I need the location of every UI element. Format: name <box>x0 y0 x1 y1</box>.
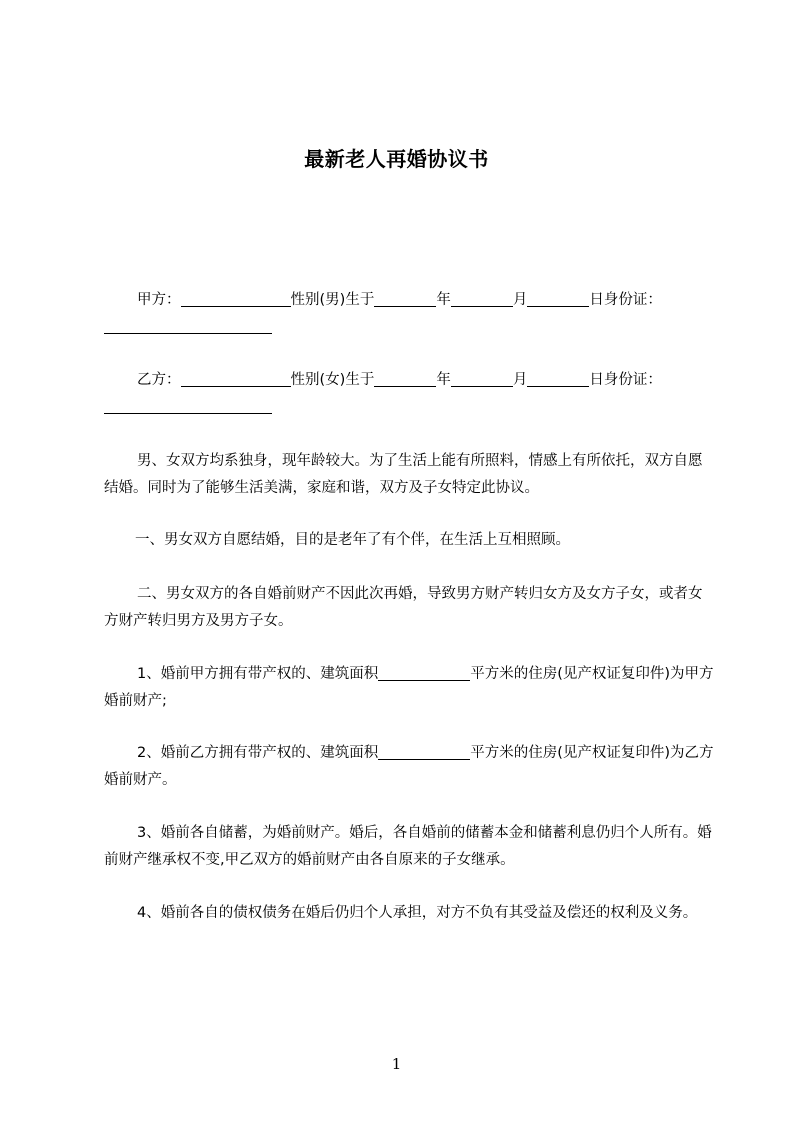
item-3: 3、婚前各自储蓄，为婚前财产。婚后，各自婚前的储蓄本金和储蓄利息仍归个人所有。婚前财产继承权不变,甲乙双方的婚前财产由各自原来的子女继承。 <box>104 825 712 868</box>
item-2 <box>104 740 714 794</box>
party-b-id-blank <box>104 413 272 414</box>
party-a-id-label: 日身份证： <box>589 292 662 308</box>
item-1-after: 平方米的住房(见产权证复印件)为甲方婚前财产; <box>104 666 714 709</box>
party-a-gender: 性别(男)生于 <box>290 292 375 308</box>
party-b-line <box>104 367 714 394</box>
party-b-month-blank <box>451 371 513 387</box>
party-a-name-blank <box>181 291 291 307</box>
item-4: 4、婚前各自的债权债务在婚后仍归个人承担，对方不负有其受益及偿还的权利及义务。 <box>137 905 698 921</box>
party-a-month-blank <box>451 291 513 307</box>
party-a-month-label: 月 <box>512 292 528 308</box>
party-b-year-blank <box>374 371 436 387</box>
party-a-day-blank <box>527 291 589 307</box>
page-number: 1 <box>391 1055 402 1073</box>
party-b-name-blank <box>181 371 291 387</box>
party-b-day-blank <box>527 371 589 387</box>
party-b-label: 乙方： <box>137 372 181 388</box>
item-1-before: 1、婚前甲方拥有带产权的、建筑面积 <box>137 666 379 682</box>
party-a-id-blank <box>104 333 272 334</box>
party-b-year-label: 年 <box>436 372 451 388</box>
item-1-area-blank <box>378 665 470 681</box>
intro-paragraph: 男、女双方均系独身，现年龄较大。为了生活上能有所照料，情感上有所依托，双方自愿结婚。同时为了能够生活美满，家庭和谐，双方及子女特定此协议。 <box>104 453 703 496</box>
item-1 <box>104 661 714 715</box>
clause-2: 二、男女双方的各自婚前财产不因此次再婚，导致男方财产转归女方及女方子女，或者女方财产转归男方及男方子女。 <box>104 586 703 629</box>
clause-1: 一、男女双方自愿结婚，目的是老年了有个伴，在生活上互相照顾。 <box>135 532 570 548</box>
item-2-before: 2、婚前乙方拥有带产权的、建筑面积 <box>137 745 379 761</box>
document-title: 最新老人再婚协议书 <box>304 147 489 171</box>
item-2-area-blank <box>378 744 470 760</box>
party-b-month-label: 月 <box>512 372 528 388</box>
party-b-id-label: 日身份证： <box>589 372 662 388</box>
party-b-gender: 性别(女)生于 <box>290 372 375 388</box>
party-a-label: 甲方： <box>137 292 181 308</box>
item-2-after: 平方米的住房(见产权证复印件)为乙方婚前财产。 <box>104 745 714 788</box>
party-a-line <box>104 287 714 314</box>
party-a-year-label: 年 <box>436 292 451 308</box>
party-a-year-blank <box>374 291 436 307</box>
